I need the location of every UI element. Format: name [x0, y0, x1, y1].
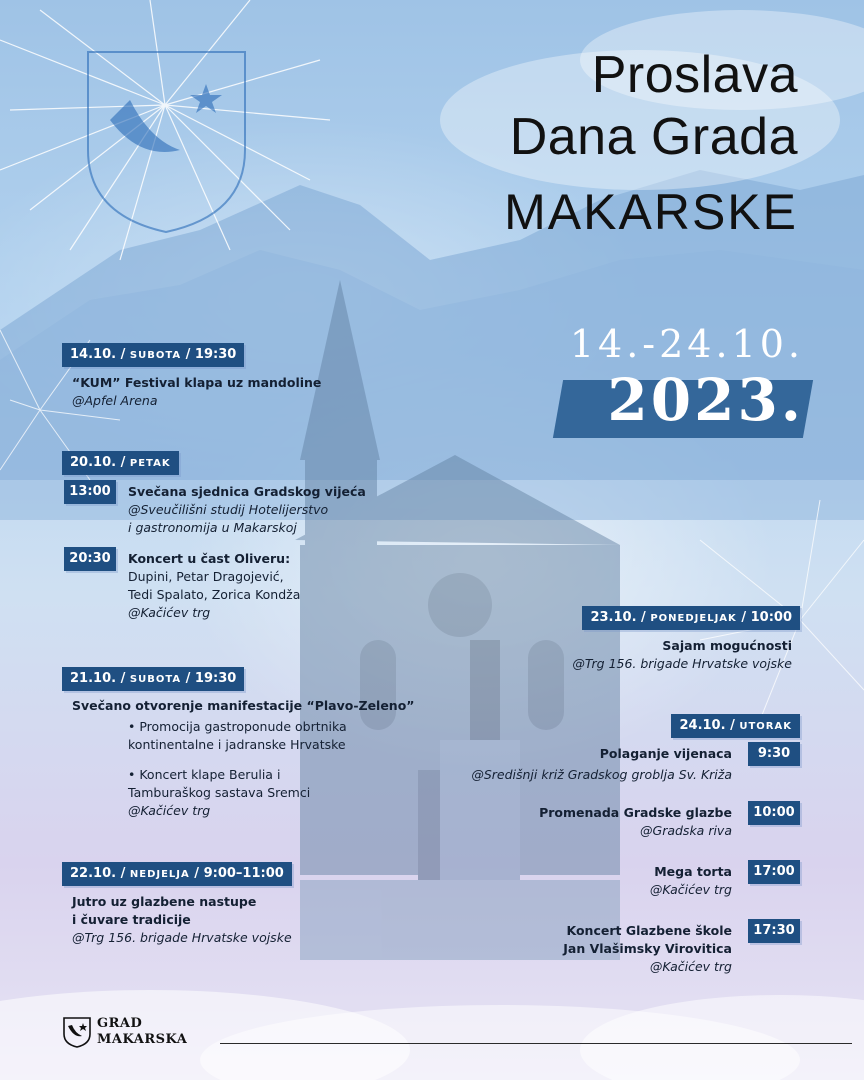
day-header-21: 21.10. / SUBOTA / 19:30: [62, 667, 244, 691]
bullet-2b: Tamburaškog sastava Sremci: [128, 785, 311, 800]
header-day: PONEDJELJAK: [650, 613, 737, 624]
event-venue: @Sveučilišni studij Hotelijerstvo: [128, 502, 329, 517]
event-venue: @Trg 156. brigade Hrvatske vojske: [72, 930, 292, 945]
event-24-4: [563, 922, 732, 976]
header-date: 20.10.: [70, 455, 117, 470]
event-title-2: Jan Vlašimsky Virovitica: [563, 941, 732, 956]
header-day: PETAK: [129, 458, 171, 469]
event-23: [572, 637, 792, 673]
event-title: Svečano otvorenje manifestacije “Plavo-Zeleno”: [72, 698, 415, 713]
day-header-20: 20.10. / PETAK: [62, 451, 179, 475]
event-title: Mega torta: [654, 864, 732, 879]
event-title: Koncert u čast Oliveru:: [128, 551, 291, 566]
day-header-24: 24.10. / UTORAK: [671, 714, 800, 738]
title-line-1: Proslava: [591, 46, 798, 104]
event-24-1-venue: [471, 766, 732, 784]
header-date: 22.10.: [70, 866, 117, 881]
header-date: 14.10.: [70, 347, 117, 362]
city-logo-text: [97, 1016, 187, 1048]
event-title: “KUM” Festival klapa uz mandoline: [72, 375, 322, 390]
event-22: [72, 893, 292, 947]
title-line-3: MAKARSKE: [504, 184, 798, 240]
event-venue: @Kačićev trg: [649, 882, 732, 897]
event-title-1: Jutro uz glazbene nastupe: [72, 894, 257, 909]
event-performers-1: Dupini, Petar Dragojević,: [128, 569, 284, 584]
header-date: 23.10.: [590, 610, 637, 625]
event-title: Polaganje vijenaca: [599, 746, 732, 761]
event-title-1: Koncert Glazbene škole: [566, 923, 732, 938]
city-crest-icon: [62, 1016, 92, 1048]
event-20-2: [128, 550, 300, 622]
header-day: SUBOTA: [129, 674, 182, 685]
logo-line-1: GRAD: [97, 1016, 143, 1031]
day-header-22: 22.10. / NEDJELJA / 9:00–11:00: [62, 862, 292, 886]
event-24-2: [539, 804, 732, 840]
header-time: 10:00: [750, 610, 792, 625]
bullet-2a: • Koncert klape Berulia i: [128, 767, 281, 782]
time-box: 13:00: [64, 480, 116, 504]
event-20-1: [128, 483, 366, 537]
event-14: [72, 374, 321, 410]
event-title: Promenada Gradske glazbe: [539, 805, 732, 820]
event-venue: @Kačićev trg: [128, 605, 211, 620]
header-date: 21.10.: [70, 671, 117, 686]
footer-divider: [220, 1043, 852, 1044]
event-venue: @Trg 156. brigade Hrvatske vojske: [572, 656, 792, 671]
title-block: [504, 44, 798, 242]
event-venue: @Kačićev trg: [649, 959, 732, 974]
event-title: Sajam mogućnosti: [662, 638, 792, 653]
time-box: 17:00: [748, 860, 800, 884]
date-range: 14.-24.10.: [569, 322, 804, 366]
time-box: 17:30: [748, 919, 800, 943]
header-time: 19:30: [194, 347, 237, 362]
header-day: UTORAK: [739, 721, 792, 732]
event-venue: @Gradska riva: [640, 823, 732, 838]
day-header-23: 23.10. / PONEDJELJAK / 10:00: [582, 606, 800, 630]
event-title-2: i čuvare tradicije: [72, 912, 191, 927]
event-venue-2: i gastronomija u Makarskoj: [128, 520, 297, 535]
event-21-details: [128, 718, 347, 820]
day-header-14: 14.10. / SUBOTA / 19:30: [62, 343, 244, 367]
header-date: 24.10.: [679, 718, 726, 733]
header-day: NEDJELJA: [129, 869, 190, 880]
event-venue: @Apfel Arena: [72, 393, 158, 408]
time-box: 20:30: [64, 547, 116, 571]
bullet-1a: • Promocija gastroponude obrtnika: [128, 719, 347, 734]
title-line-2: Dana Grada: [509, 108, 798, 166]
event-performers-2: Tedi Spalato, Zorica Kondža: [128, 587, 301, 602]
event-title: Svečana sjednica Gradskog vijeća: [128, 484, 366, 499]
event-24-3: [650, 863, 732, 899]
year: 2023.: [607, 366, 804, 434]
event-venue: @Središnji križ Gradskog groblja Sv. Križa: [471, 767, 732, 782]
event-21-title: [72, 697, 415, 715]
event-24-1-title: [600, 745, 732, 763]
header-time: 9:00–11:00: [203, 866, 284, 881]
header-day: SUBOTA: [129, 350, 182, 361]
time-box: 9:30: [748, 742, 800, 766]
time-box: 10:00: [748, 801, 800, 825]
event-venue: @Kačićev trg: [128, 803, 211, 818]
bullet-1b: kontinentalne i jadranske Hrvatske: [128, 737, 346, 752]
header-time: 19:30: [194, 671, 237, 686]
logo-line-2: MAKARSKA: [97, 1032, 188, 1047]
